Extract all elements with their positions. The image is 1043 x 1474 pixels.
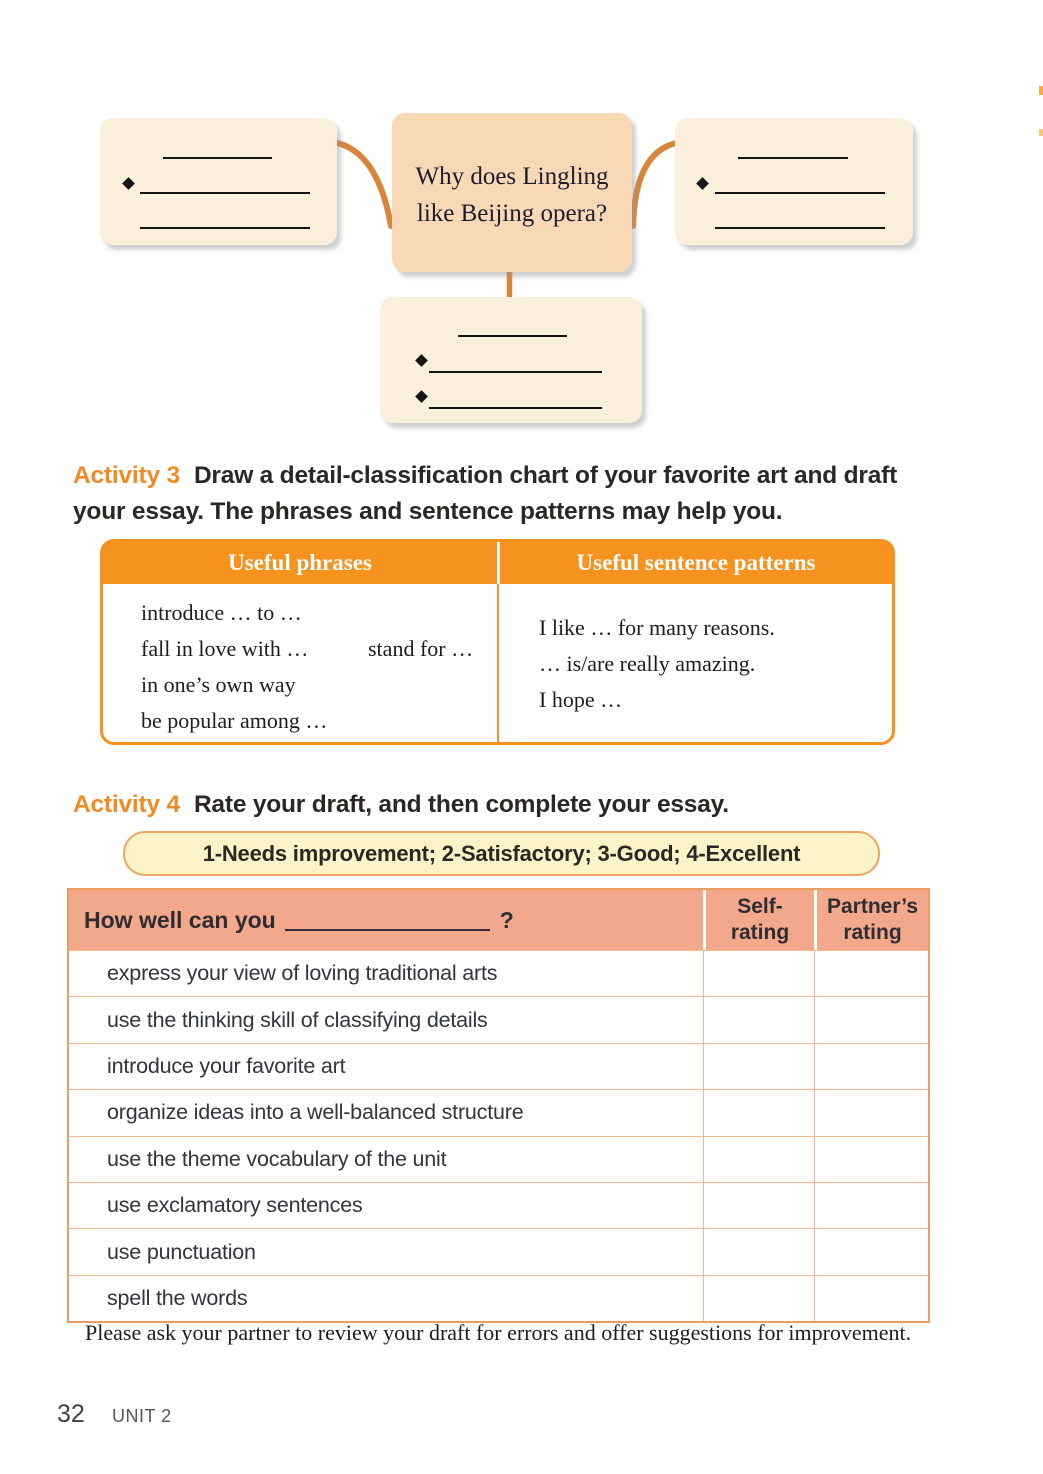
diamond-bullet-icon: [696, 177, 709, 190]
partner-rating-cell: [814, 1137, 928, 1182]
self-rating-cell: [703, 1090, 814, 1135]
table-row: [69, 1182, 928, 1228]
diagram-center-question-line1: Why does Lingling: [415, 163, 609, 190]
phrase-item: be popular among …: [141, 708, 328, 733]
self-rating-header-line1: Self-: [737, 895, 783, 918]
partner-rating-header-line2: rating: [843, 921, 902, 944]
diagram-box-bottom: [380, 297, 642, 423]
blank-line: [163, 157, 272, 159]
table-row: [69, 950, 928, 996]
sentence-patterns-column: [497, 584, 892, 745]
partner-rating-cell: [814, 1183, 928, 1228]
blank-line: [429, 407, 602, 409]
self-rating-cell: [703, 997, 814, 1042]
phrase-item-row: [141, 631, 497, 667]
table-row: [69, 1228, 928, 1274]
rating-table: [67, 888, 930, 1323]
useful-phrases-table-header: [103, 542, 892, 584]
diagram-center-question-line2: like Beijing opera?: [416, 200, 608, 227]
useful-phrases-table: [100, 539, 895, 745]
self-rating-cell: [703, 1044, 814, 1089]
partner-rating-cell: [814, 1090, 928, 1135]
review-note: Please ask your partner to review your draft for errors and offer suggestions for improvement.: [85, 1320, 912, 1345]
sentence-pattern-item: I like … for many reasons.: [539, 615, 775, 640]
activity4-label: Activity 4: [73, 791, 180, 818]
table-row: [69, 996, 928, 1042]
sentence-pattern-item: I hope …: [539, 687, 623, 712]
rating-row-label: organize ideas into a well-balanced structure: [107, 1100, 524, 1125]
blank-line: [458, 335, 567, 337]
phrase-item: fall in love with …: [141, 636, 309, 661]
page-edge-mark: [1039, 86, 1043, 95]
unit-label: UNIT 2: [112, 1406, 172, 1426]
connector-left-curve: [337, 143, 391, 226]
useful-phrases-column: [103, 584, 497, 745]
diagram-box-right: [675, 118, 913, 245]
rating-row-label: use the theme vocabulary of the unit: [107, 1146, 447, 1171]
rating-row-label: use the thinking skill of classifying details: [107, 1007, 488, 1032]
rating-row-label: introduce your favorite art: [107, 1053, 346, 1078]
rating-row-label: use exclamatory sentences: [107, 1193, 363, 1218]
rating-row-label: spell the words: [107, 1285, 248, 1310]
phrase-item: introduce … to …: [141, 600, 302, 625]
sentence-pattern-item: … is/are really amazing.: [539, 651, 756, 676]
blank-line: [715, 227, 885, 229]
table-row: [69, 1089, 928, 1135]
rating-question-blank-line: [285, 909, 490, 931]
rating-table-header: [69, 890, 928, 950]
diagram-center-question: [392, 158, 632, 232]
partner-rating-cell: [814, 1044, 928, 1089]
self-rating-header-line2: rating: [730, 921, 790, 944]
partner-rating-cell: [814, 1276, 928, 1321]
diamond-bullet-icon: [415, 354, 428, 367]
diamond-bullet-icon: [415, 390, 428, 403]
table-row: [69, 1043, 928, 1089]
partner-rating-header-line1: Partner’s: [826, 895, 919, 918]
diagram-box-center: [392, 113, 632, 272]
activity3-instruction: Draw a detail-classification chart of your favorite art and draft your essay. The phrases and sentence patterns may help you.: [73, 462, 898, 525]
self-rating-cell: [703, 951, 814, 996]
table-row: [69, 1136, 928, 1182]
rating-question-header: [69, 890, 703, 950]
partner-rating-cell: [814, 997, 928, 1042]
self-rating-cell: [703, 1137, 814, 1182]
partner-rating-cell: [814, 1229, 928, 1274]
diagram-box-left: [100, 118, 337, 245]
partner-rating-cell: [814, 951, 928, 996]
diamond-bullet-icon: [122, 177, 135, 190]
blank-line: [738, 157, 848, 159]
table-row: [69, 1275, 928, 1321]
rating-question-suffix: ?: [499, 906, 514, 933]
useful-sentence-patterns-header-cell: Useful sentence patterns: [497, 542, 892, 584]
blank-line: [140, 227, 310, 229]
connector-right-curve: [633, 143, 676, 226]
useful-phrases-header-cell: Useful phrases: [228, 550, 372, 575]
rating-row-label: express your view of loving traditional arts: [107, 961, 498, 986]
page-edge-mark: [1039, 129, 1043, 136]
partner-rating-column-header: [814, 890, 928, 950]
activity4-heading: [73, 787, 945, 823]
blank-line: [140, 192, 310, 194]
activity3-heading: [73, 458, 945, 530]
rating-scale-box: [123, 831, 880, 876]
rating-scale-text: 1-Needs improvement; 2-Satisfactory; 3-Good; 4-Excellent: [202, 840, 801, 866]
self-rating-cell: [703, 1276, 814, 1321]
rating-row-label: use punctuation: [107, 1239, 256, 1264]
rating-question-prefix: How well can you: [84, 906, 276, 933]
useful-phrases-table-body: [103, 584, 892, 745]
blank-line: [429, 371, 602, 373]
activity3-label: Activity 3: [73, 462, 180, 489]
self-rating-cell: [703, 1229, 814, 1274]
activity4-instruction: Rate your draft, and then complete your essay.: [193, 791, 729, 818]
self-rating-column-header: [703, 890, 814, 950]
self-rating-cell: [703, 1183, 814, 1228]
page-number: 32: [57, 1400, 85, 1428]
phrase-item: in one’s own way: [141, 672, 296, 697]
blank-line: [715, 192, 885, 194]
phrase-item: stand for …: [368, 636, 474, 661]
